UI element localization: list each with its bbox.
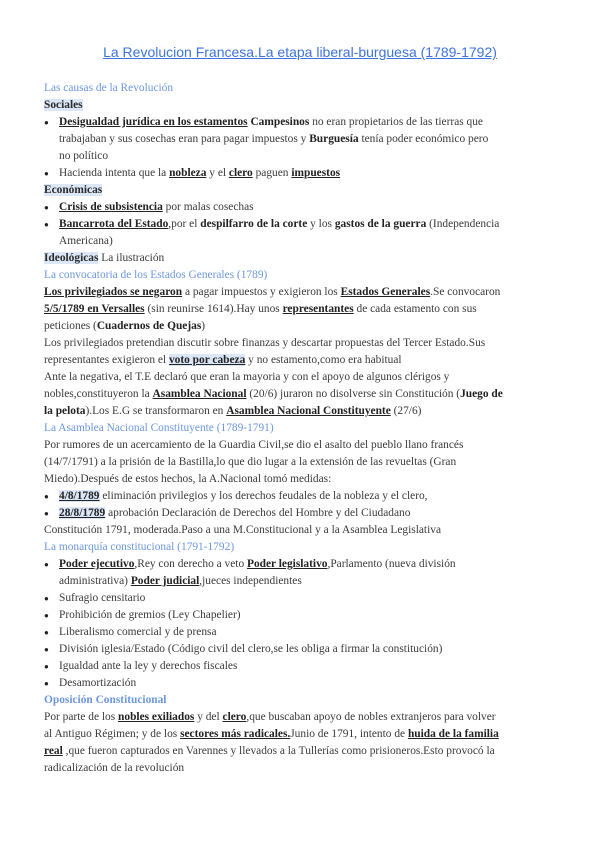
list-item: ● Prohibición de gremios (Ley Chapelier) (44, 607, 558, 624)
subheading: Sociales (44, 99, 83, 111)
list-item: ● División iglesia/Estado (Código civil del clero,se les obliga a firmar la constitución) (44, 641, 558, 658)
list-item: ● Hacienda intenta que la nobleza y el clero paguen impuestos (44, 165, 558, 182)
section-heading: La monarquía constitucional (1791-1792) (44, 541, 235, 553)
list-item: ● Sufragio censitario (44, 590, 558, 607)
list-item: ● Poder ejecutivo,Rey con derecho a veto Poder legislativo,Parlamento (nueva división (44, 556, 558, 573)
subheading: Ideológicas (44, 252, 99, 264)
list-item: ● Bancarrota del Estado,por el despilfarro de la corte y los gastos de la guerra (Independencia (44, 216, 558, 233)
list-item: ● Crisis de subsistencia por malas cosechas (44, 199, 558, 216)
page-title: La Revolucion Francesa.La etapa liberal-burguesa (1789-1792) (103, 44, 497, 60)
list-item: ● 28/8/1789 aprobación Declaración de Derechos del Hombre y del Ciudadano (44, 505, 558, 522)
list-item: ● 4/8/1789 eliminación privilegios y los derechos feudales de la nobleza y el clero, (44, 488, 558, 505)
notes-body: Las causas de la Revolución Sociales ● Desigualdad jurídica en los estamentos Campesinos no eran propietarios de las tierras que trabajaban y sus cosechas eran para pagar impuestos y Burguesía tenía poder económico pero no político ● Hacienda intenta que la nobleza y el clero paguen impuestos Económicas ● Crisis de subsistencia por malas cosechas ● Bancarrota del Estado,por el despilfarro de la corte y los gastos de la guerra (Independencia Americana) Ideológicas La ilustración La convocatoria de los Estados Generales (1789) Los privilegiados se negaron a pagar impuestos y exigieron los Estados Generales.Se convocaron 5/5/1789 en Versalles (sin reunirse 1614).Hay unos representantes de cada estamento con sus peticiones (Cuadernos de Quejas) Los privilegiados pretendian discutir sobre finanzas y descartar propuestas del Tercer Estado.Sus representantes exigieron el voto por cabeza y no estamento,como era habitual Ante la negativa, el T.E declaró que eran la mayoria y con el apoyo de algunos clérigos y nobles,constituyeron la Asamblea Nacional (20/6) juraron no disolverse sin Constitución (Juego de la pelota).Los E.G se transformaron en Asamblea Nacional Constituyente (27/6) La Asamblea Nacional Constituyente (1789-1791) Por rumores de un acercamiento de la Guardia Civil,se dio el asalto del pueblo llano francés (14/7/1791) a la prisión de la Bastilla,lo que dio lugar a la extensión de las revueltas (Gran Miedo).Después de estos hechos, la A.Nacional tomó medidas: ● 4/8/1789 eliminación privilegios y los derechos feudales de la nobleza y el clero, ● 28/8/1789 aprobación Declaración de Derechos del Hombre y del Ciudadano Constitución 1791, moderada.Paso a una M.Constitucional y a la Asamblea Legislativa La monarquía constitucional (1791-1792) ● Poder ejecutivo,Rey con derecho a veto Poder legislativo,Parlamento (nueva división administrativa) Poder judicial,jueces independientes ● Sufragio censitario ● Prohibición de gremios (Ley Chapelier) ● Liberalismo comercial y de prensa ● División iglesia/Estado (Código civil del clero,se les obliga a firmar la constitución) ● Igualdad ante la ley y derechos fiscales ● Desamortización Oposición Constitucional Por parte de los nobles exiliados y del clero,que buscaban apoyo de nobles extranjeros para volver al Antiguo Régimen; y de los sectores más radicales.Junio de 1791, intento de huida de la familia real ,que fueron capturados en Varennes y llevados a la Tullerías como prisioneros.Esto provocó la radicalización de la revolución (44, 80, 558, 777)
list-item: ● Igualdad ante la ley y derechos fiscales (44, 658, 558, 675)
list-item: ● Desigualdad jurídica en los estamentos Campesinos no eran propietarios de las tierras que (44, 114, 558, 131)
section-heading: La Asamblea Nacional Constituyente (1789-1791) (44, 422, 274, 434)
section-heading: Oposición Constitucional (44, 694, 167, 706)
list-item: ● Desamortización (44, 675, 558, 692)
list-item: ● Liberalismo comercial y de prensa (44, 624, 558, 641)
section-heading: La convocatoria de los Estados Generales (1789) (44, 269, 268, 281)
subheading: Económicas (44, 184, 103, 196)
section-heading: Las causas de la Revolución (44, 82, 174, 94)
